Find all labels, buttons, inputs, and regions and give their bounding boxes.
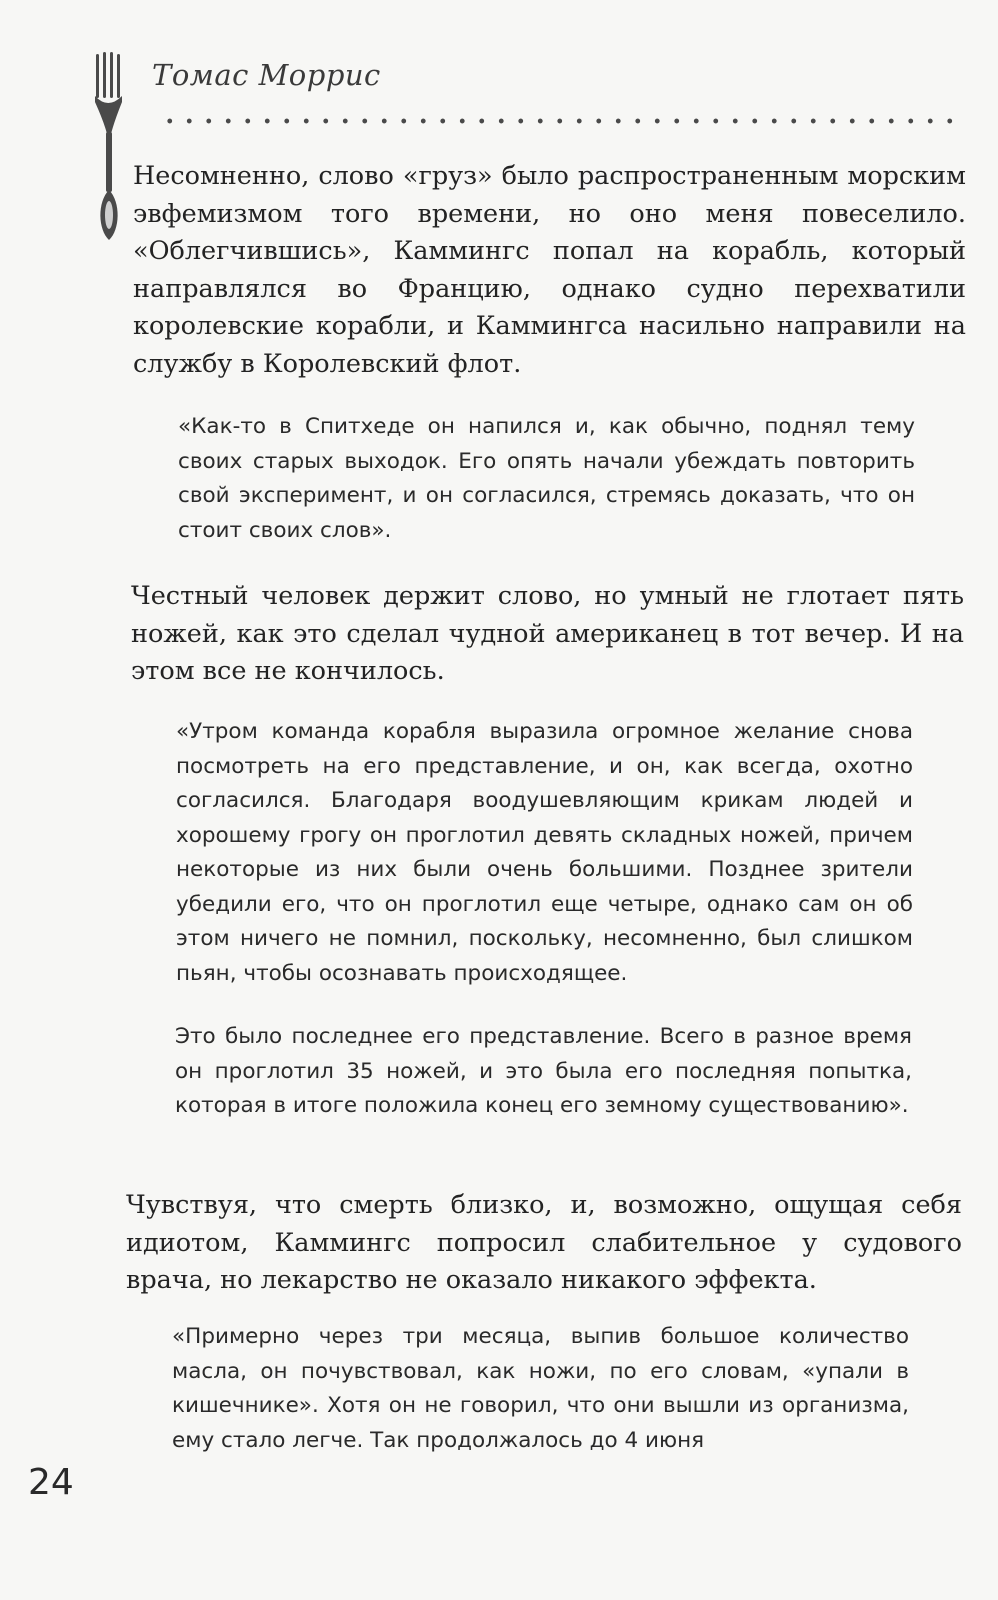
page-number: 24 (28, 1462, 74, 1503)
block-quote-4: «Примерно через три месяца, выпив большое количество масла, он почувствовал, как ножи, по его словам, «упали в кишечнике». Хотя он не говорил, что они вышли из организма, ему стало легче. Так продолжалось до 4 июня (172, 1324, 909, 1453)
dotted-divider (160, 117, 960, 125)
block-quote-2: «Утром команда корабля выразила огромное желание снова посмотреть на его представление, и он, как всегда, охотно согласился. Благодаря воодушевляющим крикам людей и хорошему грогу он проглотил девять складных ножей, причем некоторые из них были очень большими. Позднее зрители убедили его, что он проглотил еще четыре, однако сам он об этом ничего не помнил, поскольку, несомненно, был слишком пьян, чтобы осознавать происходящее. (176, 719, 913, 986)
body-paragraph-3: Чувствуя, что смерть близко, и, возможно, ощущая себя идиотом, Каммингс попросил слабительное у судового врача, но лекарство не оказало никакого эффекта. (126, 1190, 962, 1295)
block-quote-3: Это было последнее его представление. Всего в разное время он проглотил 35 ножей, и это была его последняя попытка, которая в итоге положила конец его земному существованию». (175, 1024, 912, 1118)
body-paragraph-2: Честный человек держит слово, но умный не глотает пять ножей, как это сделал чудной американец в тот вечер. И на этом все не кончилось. (131, 581, 964, 686)
block-quote-1: «Как-то в Спитхеде он напился и, как обычно, поднял тему своих старых выходок. Его опять начали убеждать повторить свой эксперимент, и он согласился, стремясь доказать, что он стоит своих слов». (178, 414, 915, 543)
fork-icon (92, 52, 126, 242)
body-paragraph-1: Несомненно, слово «груз» было распространенным морским эвфемизмом того времени, но оно меня повеселило. «Облегчившись», Каммингс попал на корабль, который направлялся во Францию, однако судно перехватили королевские корабли, и Каммингса насильно направили на службу в Королевский флот. (133, 161, 966, 379)
running-head-author: Томас Моррис (152, 58, 381, 92)
